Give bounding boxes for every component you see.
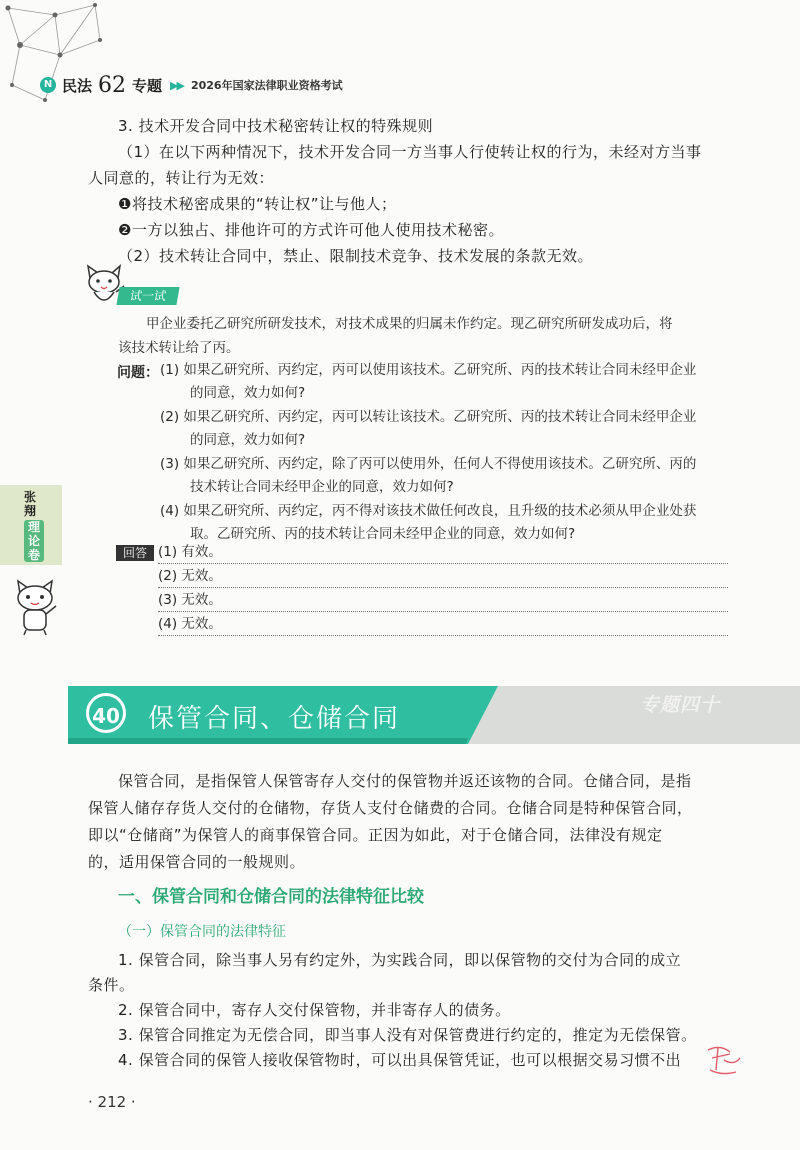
answer-line: (3) 无效。 bbox=[158, 589, 728, 612]
section-3-p1-line2: 人同意的，转让行为无效： bbox=[88, 169, 275, 187]
question-item: (1) 如果乙研究所、丙约定，丙可以使用该技术。乙研究所、丙的技术转让合同未经甲企业 的同意，效力如何? bbox=[160, 362, 697, 401]
header-unit: 专题 bbox=[132, 76, 163, 95]
side-tab-volume: 理论卷 bbox=[24, 520, 44, 562]
page-number: · 212 · bbox=[88, 1093, 136, 1111]
chapter-tag: 专题四十 bbox=[640, 694, 721, 716]
scenario-line1: 甲企业委托乙研究所研发技术，对技术成果的归属未作约定。现乙研究所研发成功后，将 bbox=[146, 316, 673, 332]
subsection-heading: （一）保管合同的法律特征 bbox=[118, 924, 286, 940]
intro-line: 保管人储存存货人交付的仓储物，存货人支付仓储费的合同。仓储合同是特种保管合同， bbox=[88, 799, 693, 817]
answer-label: 回答 bbox=[116, 545, 154, 561]
header-arrows-icon: ▶▶ bbox=[170, 78, 183, 92]
section-3-item2: ❷一方以独占、排他许可的方式许可他人使用技术秘密。 bbox=[118, 221, 504, 239]
header-topic-count: 62 bbox=[98, 72, 127, 98]
running-header bbox=[40, 74, 343, 96]
question-list bbox=[160, 359, 740, 546]
feature-item-4: 4. 保管合同的保管人接收保管物时，可以出具保管凭证，也可以根据交易习惯不出 bbox=[118, 1051, 682, 1069]
header-exam-name: 2026年国家法律职业资格考试 bbox=[190, 79, 343, 92]
try-it-label: 试一试 bbox=[116, 287, 179, 305]
red-stamp-mark bbox=[700, 1040, 750, 1080]
feature-item-3: 3. 保管合同推定为无偿合同，即当事人没有对保管费进行约定的，推定为无偿保管。 bbox=[118, 1026, 697, 1044]
side-tab-text bbox=[24, 490, 44, 562]
intro-line: 保管合同，是指保管人保管寄存人交付的保管物并返还该物的合同。仓储合同，是指 bbox=[118, 772, 692, 790]
answer-line: (4) 无效。 bbox=[158, 613, 728, 636]
answer-line: (2) 无效。 bbox=[158, 565, 728, 588]
chapter-number: 40 bbox=[86, 693, 126, 733]
scenario-line2: 该技术转让给了丙。 bbox=[118, 340, 240, 356]
cat-mascot-side-icon bbox=[10, 578, 60, 636]
chapter-title: 保管合同、仓储合同 bbox=[148, 704, 401, 734]
section-3 bbox=[88, 113, 768, 269]
section-3-p2: （2）技术转让合同中，禁止、限制技术竞争、技术发展的条款无效。 bbox=[118, 247, 594, 265]
header-subject: 民法 bbox=[62, 76, 93, 95]
intro-line: 的，适用保管合同的一般规则。 bbox=[88, 853, 306, 871]
question-item: (2) 如果乙研究所、丙约定，丙可以转让该技术。乙研究所、丙的技术转让合同未经甲企业 的同意，效力如何? bbox=[160, 409, 697, 448]
section-3-title: 3. 技术开发合同中技术秘密转让权的特殊规则 bbox=[118, 117, 434, 135]
section-3-p1-line1: （1）在以下两种情况下，技术开发合同一方当事人行使转让权的行为，未经对方当事 bbox=[118, 143, 702, 161]
intro-paragraph bbox=[88, 768, 768, 876]
feature-item-1-line1: 1. 保管合同，除当事人另有约定外，为实践合同，即以保管物的交付为合同的成立 bbox=[118, 951, 682, 969]
feature-item-2: 2. 保管合同中，寄存人交付保管物，并非寄存人的债务。 bbox=[118, 1001, 511, 1019]
try-it-scenario bbox=[118, 312, 758, 360]
section-3-item1: ❶将技术秘密成果的“转让权”让与他人； bbox=[118, 195, 397, 213]
side-tab-name: 张翔 bbox=[24, 490, 37, 518]
question-item: (4) 如果乙研究所、丙约定，丙不得对该技术做任何改良，且升级的技术必须从甲企业处获 取。乙研究所、丙的技术转让合同未经甲企业的同意，效力如何? bbox=[160, 503, 697, 542]
subject-badge-icon: N bbox=[40, 77, 56, 93]
feature-item-1-line2: 条件。 bbox=[88, 976, 135, 994]
question-item: (3) 如果乙研究所、丙约定，除了丙可以使用外，任何人不得使用该技术。乙研究所、丙的 技术转让合同未经甲企业的同意，效力如何? bbox=[160, 456, 697, 495]
section-heading: 一、保管合同和仓储合同的法律特征比较 bbox=[118, 887, 424, 907]
question-label: 问题： bbox=[117, 365, 159, 381]
answer-line: (1) 有效。 bbox=[158, 541, 728, 564]
section-one-items bbox=[88, 948, 768, 1073]
intro-line: 即以“仓储商”为保管人的商事保管合同。正因为如此，对于仓储合同，法律没有规定 bbox=[88, 826, 663, 844]
